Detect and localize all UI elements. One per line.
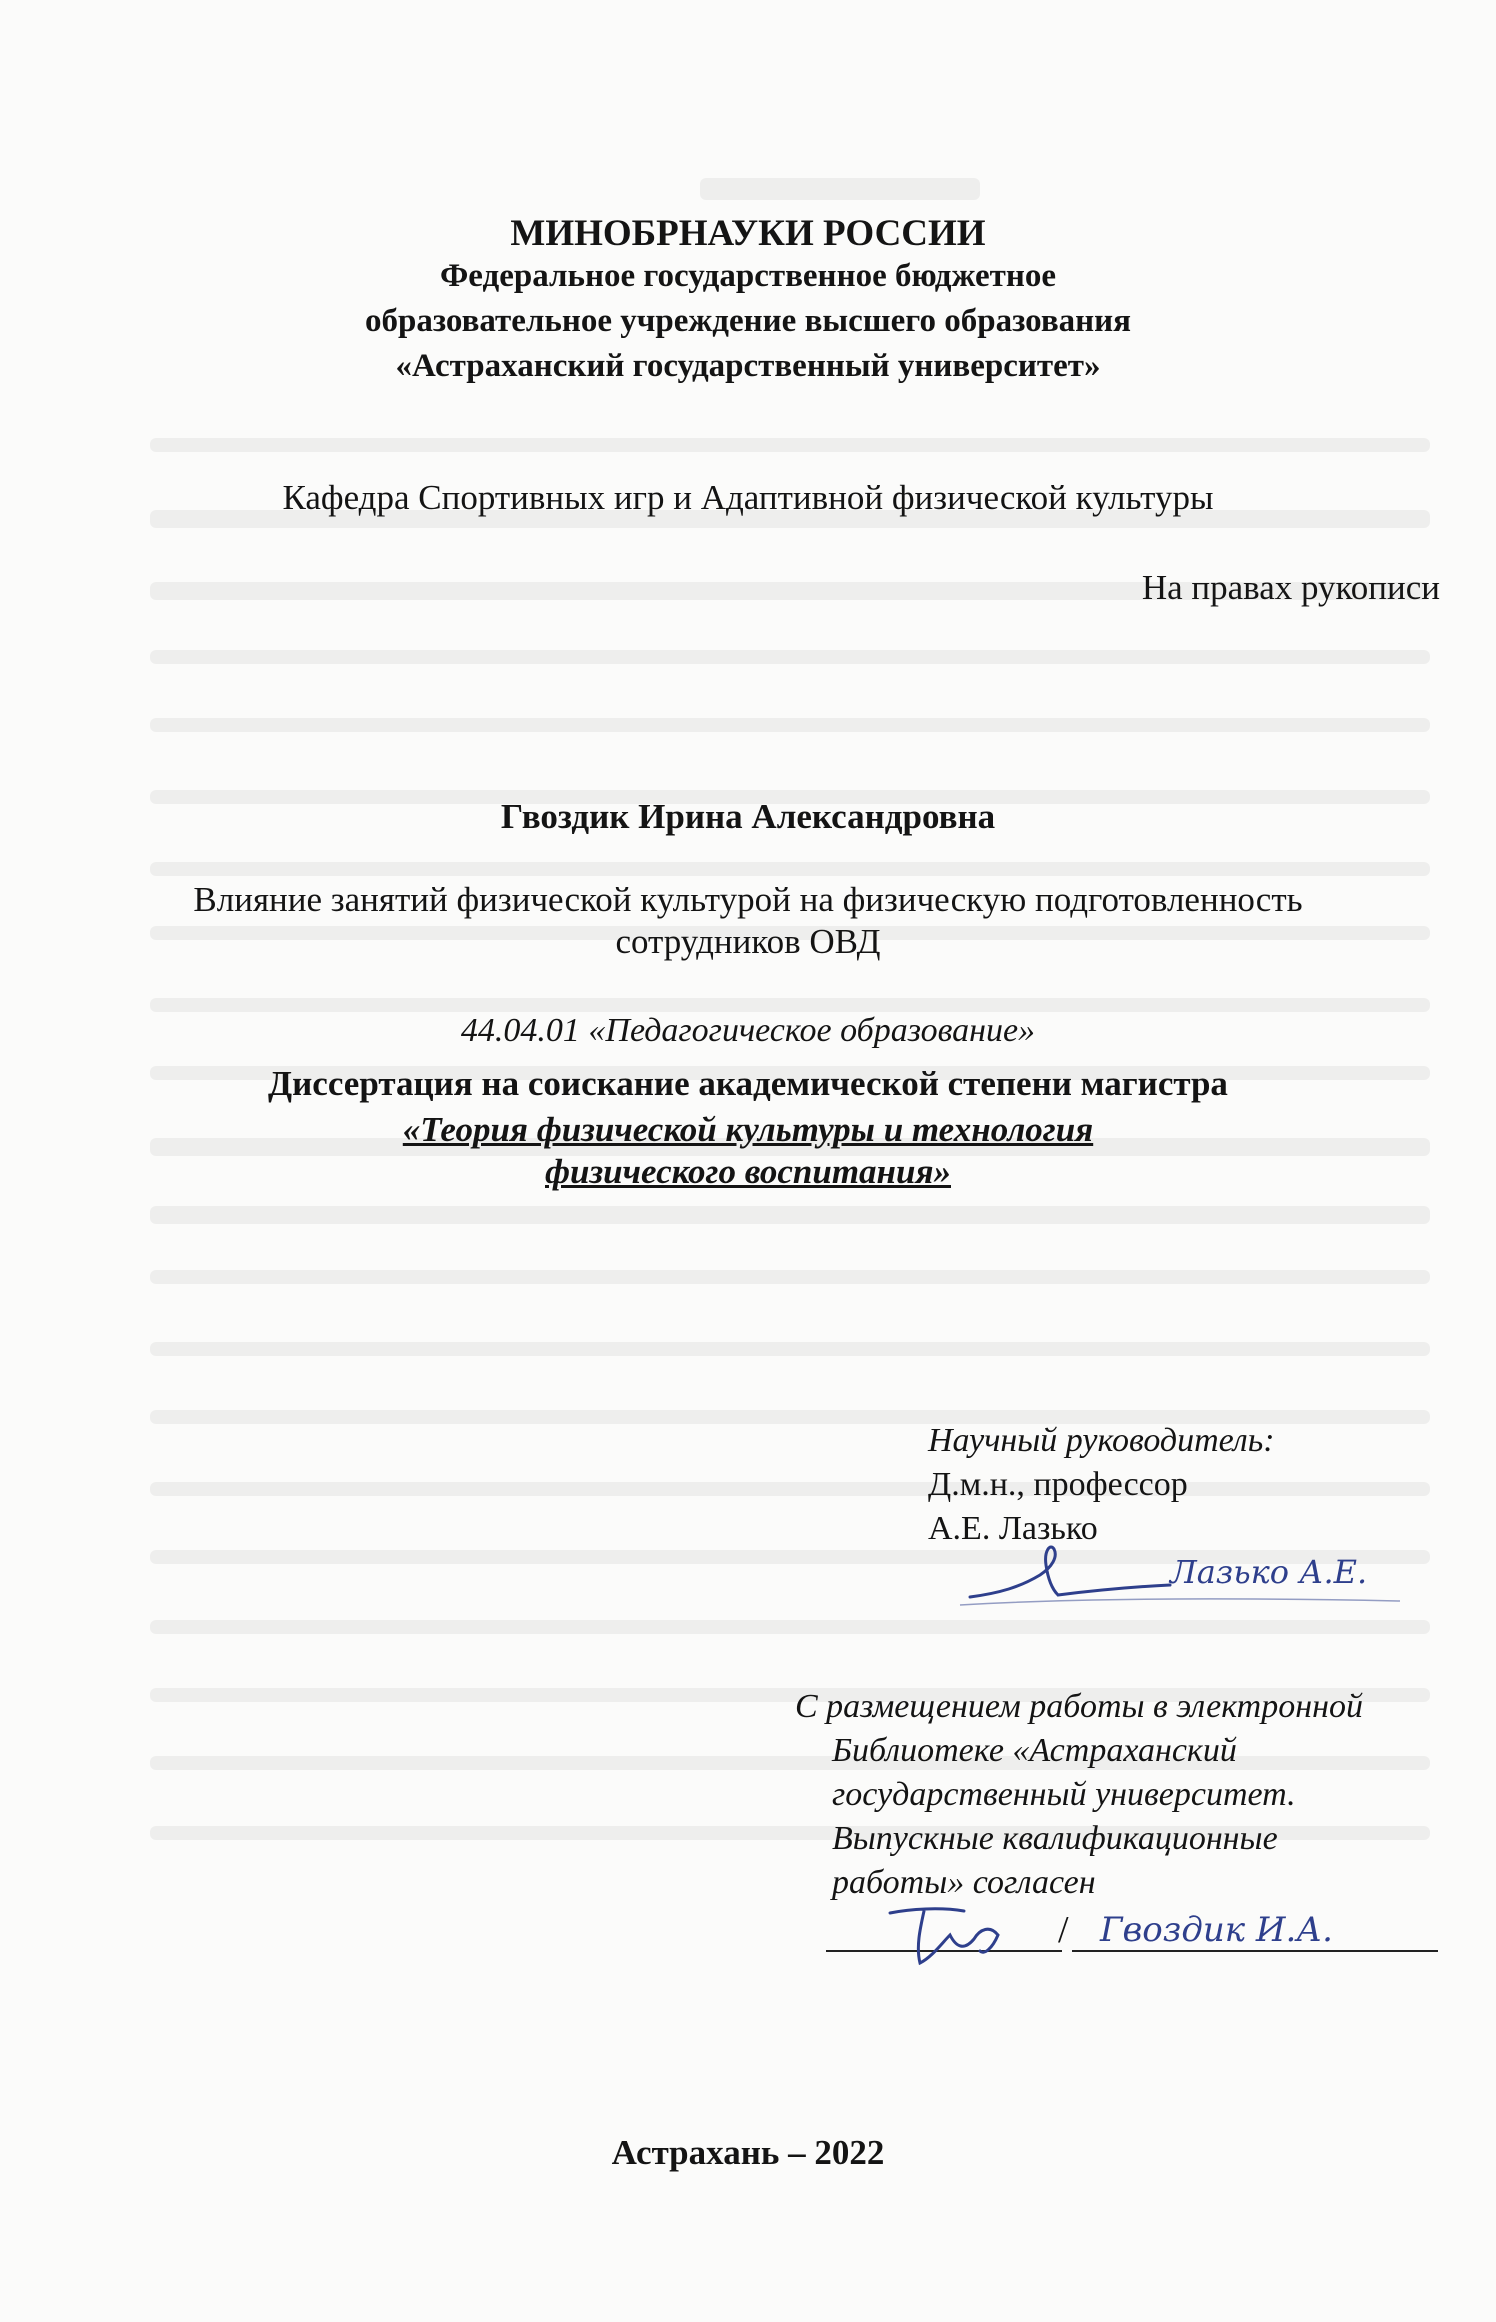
organization-line-1: Федеральное государственное бюджетное: [439, 258, 1057, 294]
ministry-heading: МИНОБРНАУКИ РОССИИ: [510, 213, 986, 254]
profile-line-1: «Теория физической культуры и технология: [402, 1110, 1094, 1149]
profile-line-2: физического воспитания»: [545, 1152, 951, 1191]
supervisor-name: А.Е. Лазько: [928, 1510, 1098, 1547]
supervisor-label: Научный руководитель:: [928, 1422, 1275, 1459]
consent-line-3: государственный университет.: [832, 1776, 1296, 1813]
supervisor-signature: [940, 1535, 1420, 1615]
program-code: 44.04.01 «Педагогическое образование»: [460, 1012, 1036, 1049]
consent-line-1: С размещением работы в электронной: [795, 1688, 1363, 1725]
thesis-title-line-1: Влияние занятий физической культурой на физическую подготовленность: [193, 880, 1303, 919]
university-name: «Астраханский государственный университет»: [395, 348, 1101, 384]
degree-line: Диссертация на соискание академической степени магистра: [268, 1064, 1228, 1103]
manuscript-note: На правах рукописи: [1141, 568, 1440, 607]
author-name: Гвоздик Ирина Александровна: [500, 797, 996, 836]
organization-line-2: образовательное учреждение высшего образования: [364, 303, 1132, 339]
thesis-title-line-2: сотрудников ОВД: [615, 922, 881, 961]
svg-text:Лазько А.Е.: Лазько А.Е.: [1170, 1553, 1368, 1591]
author-signature: [880, 1895, 1440, 1975]
consent-line-5: работы» согласен: [832, 1864, 1096, 1901]
consent-line-2: Библиотеке «Астраханский: [832, 1732, 1237, 1769]
svg-text:Гвоздик И.А.: Гвоздик И.А.: [1100, 1910, 1333, 1950]
supervisor-degree: Д.м.н., профессор: [928, 1466, 1188, 1503]
city-year: Астрахань – 2022: [611, 2133, 885, 2172]
signature-separator: /: [1058, 1909, 1069, 1951]
consent-line-4: Выпускные квалификационные: [832, 1820, 1278, 1857]
department-name: Кафедра Спортивных игр и Адаптивной физической культуры: [282, 478, 1214, 517]
